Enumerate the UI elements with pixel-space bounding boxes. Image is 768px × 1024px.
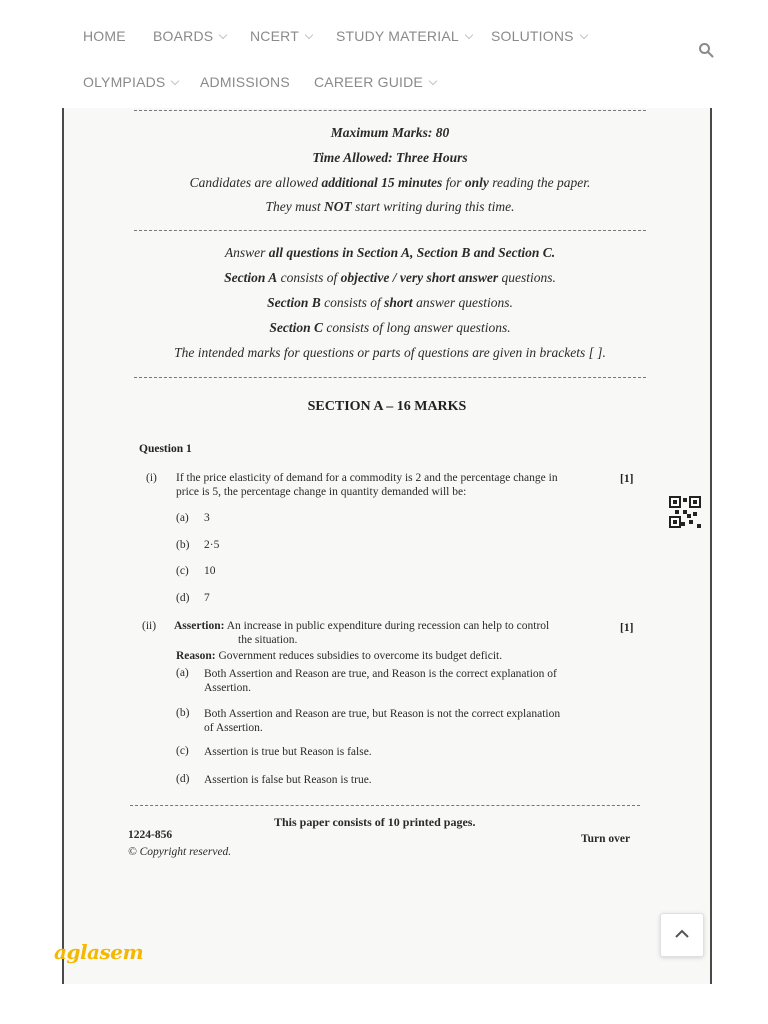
option-text: Assertion is false but Reason is true. [204,774,372,786]
question-paper-page [62,108,712,984]
text-segment: for [442,175,465,190]
chevron-down-icon [465,31,473,39]
aglasem-logo[interactable]: aglasem [54,940,144,964]
assertion-line [174,619,549,633]
text-segment: Section A [224,270,278,285]
text-segment: consists of [323,320,387,335]
question-text: price is 5, the percentage change in quantity demanded will be: [176,486,467,498]
nav-boards[interactable] [153,28,226,44]
chevron-up-icon [674,928,690,940]
text-segment: Candidates are allowed [189,175,322,190]
nav-study-material[interactable] [336,28,472,44]
option-text: Both Assertion and Reason are true, but Reason is not the correct explanation [204,708,561,720]
instruction-line [104,270,676,286]
option-label: (b) [176,707,190,719]
text-segment: short [384,295,413,310]
option-label: (c) [176,565,189,577]
text-segment: NOT [323,199,352,214]
option-label: (c) [176,745,189,757]
option-text: Assertion. [204,682,251,694]
question-number: (i) [146,472,157,484]
nav-admissions[interactable] [200,74,290,90]
option-label: (b) [176,539,190,551]
reading-time-note [104,175,676,191]
question-number: (ii) [142,620,157,632]
instruction-line [104,320,676,336]
nav-home-label: HOME [83,28,126,44]
max-marks: Maximum Marks: 80 [330,125,450,140]
text-segment: additional 15 minutes [321,175,443,190]
time-allowed: Time Allowed: Three Hours [312,150,468,165]
text-segment: questions. [498,270,556,285]
text-segment: Section C [269,320,324,335]
text-segment: long answer questions. [386,320,511,335]
chevron-down-icon [305,31,313,39]
question-text: If the price elasticity of demand for a commodity is 2 and the percentage change in [176,472,558,484]
text-segment: consists of [320,295,385,310]
search-icon[interactable] [698,42,714,58]
text-segment: start writing during this time. [351,199,515,214]
pages-note: This paper consists of 10 printed pages. [274,815,476,829]
text-segment: Answer [224,245,269,260]
section-title: SECTION A – 16 MARKS [307,399,467,414]
text-segment: They must [265,199,324,214]
option-label: (d) [176,592,190,604]
no-writing-note [104,199,676,215]
text-segment: all questions in Section A, Section B and Section C. [268,245,556,260]
option-text: 3 [204,512,210,524]
nav-home[interactable] [83,28,126,44]
divider [134,110,646,111]
option-text: 7 [204,592,210,604]
top-nav-row-2 [0,74,768,98]
nav-solutions[interactable] [491,28,587,44]
question-heading: Question 1 [139,443,192,455]
option-label: (a) [176,667,189,679]
reason-line [176,649,502,663]
text-segment: objective / very short answer [340,270,499,285]
option-text: 10 [204,565,216,577]
text-segment: Section B [267,295,321,310]
option-label: (a) [176,512,189,524]
assertion-text: An increase in public expenditure during recession can help to control [224,620,550,632]
text-segment: consists of [277,270,341,285]
chevron-down-icon [429,77,437,85]
option-text: of Assertion. [204,722,263,734]
question-marks: [1] [620,622,634,634]
nav-study-material-label: STUDY MATERIAL [336,28,459,44]
nav-career-guide-label: CAREER GUIDE [314,74,423,90]
nav-olympiads[interactable] [83,74,178,90]
divider [134,377,646,378]
chevron-down-icon [579,31,587,39]
nav-solutions-label: SOLUTIONS [491,28,574,44]
chevron-down-icon [171,77,179,85]
back-to-top-button[interactable] [660,913,704,957]
divider [130,805,640,806]
instruction-line [104,245,676,261]
paper-code: 1224-856 [128,829,173,841]
option-text: Assertion is true but Reason is false. [204,746,372,758]
nav-ncert[interactable] [250,28,312,44]
copyright: © Copyright reserved. [128,846,232,858]
chevron-down-icon [219,31,227,39]
nav-ncert-label: NCERT [250,28,299,44]
assertion-label: Assertion: [174,620,225,632]
turn-over: Turn over [581,833,631,845]
top-nav-row-1 [0,24,768,54]
nav-boards-label: BOARDS [153,28,214,44]
assertion-text: the situation. [238,634,298,646]
option-label: (d) [176,773,190,785]
question-marks: [1] [620,473,634,485]
text-segment: answer questions. [412,295,513,310]
reason-text: Government reduces subsidies to overcome its budget deficit. [215,650,503,662]
text-segment: reading the paper. [488,175,591,190]
option-text: 2·5 [204,539,220,551]
option-text: Both Assertion and Reason are true, and Reason is the correct explanation of [204,668,557,680]
instruction-line [104,295,676,311]
nav-career-guide[interactable] [314,74,436,90]
nav-admissions-label: ADMISSIONS [200,74,290,90]
nav-olympiads-label: OLYMPIADS [83,74,166,90]
reason-label: Reason: [176,650,216,662]
text-segment: only [464,175,489,190]
instruction-line: The intended marks for questions or parts of questions are given in brackets [ ]. [174,345,606,360]
qr-code-icon [669,496,701,528]
divider [134,230,646,231]
